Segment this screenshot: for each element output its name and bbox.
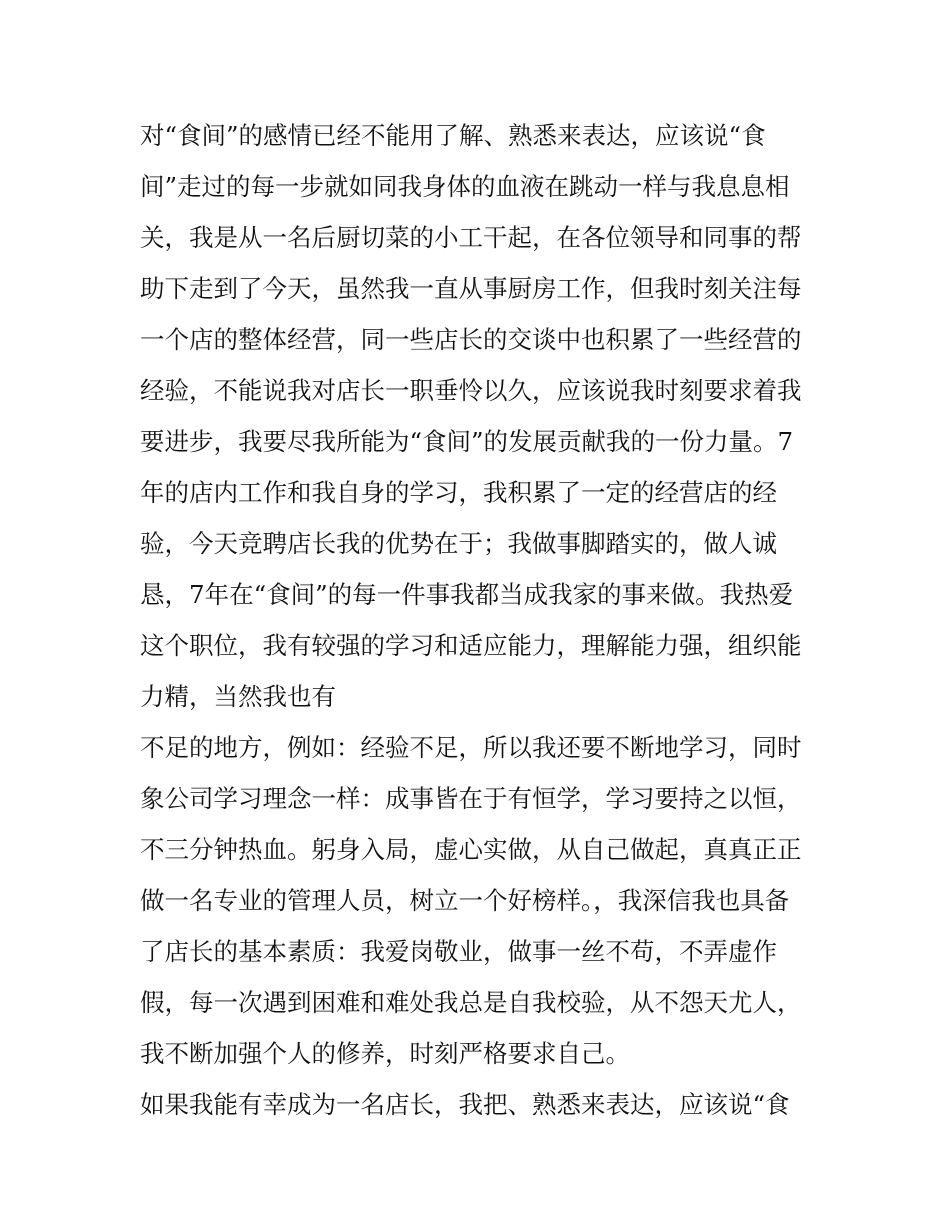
text-line: 对“食间”的感情已经不能用了解、熟悉来表达，应该说“食	[140, 121, 766, 150]
text-line: 不足的地方，例如：经验不足，所以我还要不断地学习，同时	[140, 733, 802, 762]
text-line: 间”走过的每一步就如同我身体的血液在跳动一样与我息息相	[140, 172, 790, 201]
text-line: 助下走到了今天，虽然我一直从事厨房工作，但我时刻关注每	[140, 274, 802, 303]
text-line: 关，我是从一名后厨切菜的小工干起，在各位领导和同事的帮	[140, 223, 802, 252]
text-line: 如果我能有幸成为一名店长，我把、熟悉来表达，应该说“食	[140, 1090, 790, 1119]
text-line: 力精，当然我也有	[140, 682, 336, 711]
text-line: 恳，7年在“食间”的每一件事我都当成我家的事来做。我热爱	[140, 580, 794, 609]
text-line: 这个职位，我有较强的学习和适应能力，理解能力强，组织能	[140, 631, 802, 660]
body-text	[140, 110, 820, 1130]
text-line: 年的店内工作和我自身的学习，我积累了一定的经营店的经	[140, 478, 777, 507]
text-line: 不三分钟热血。躬身入局，虚心实做，从自己做起，真真正正	[140, 835, 802, 864]
text-line: 做一名专业的管理人员，树立一个好榜样。，我深信我也具备	[140, 886, 790, 915]
text-line: 验，今天竞聘店长我的优势在于；我做事脚踏实的，做人诚	[140, 529, 777, 558]
text-line: 假，每一次遇到困难和难处我总是自我校验，从不怨天尤人，	[140, 988, 802, 1017]
text-line: 经验，不能说我对店长一职垂怜以久，应该说我时刻要求着我	[140, 376, 802, 405]
text-line: 我不断加强个人的修养，时刻严格要求自己。	[140, 1039, 630, 1068]
text-line: 一个店的整体经营，同一些店长的交谈中也积累了一些经营的	[140, 325, 802, 354]
text-line: 象公司学习理念一样：成事皆在于有恒学，学习要持之以恒，	[140, 784, 802, 813]
text-line: 要进步，我要尽我所能为“食间”的发展贡献我的一份力量。7	[140, 427, 794, 456]
text-line: 了店长的基本素质：我爱岗敬业，做事一丝不苟，不弄虚作	[140, 937, 777, 966]
